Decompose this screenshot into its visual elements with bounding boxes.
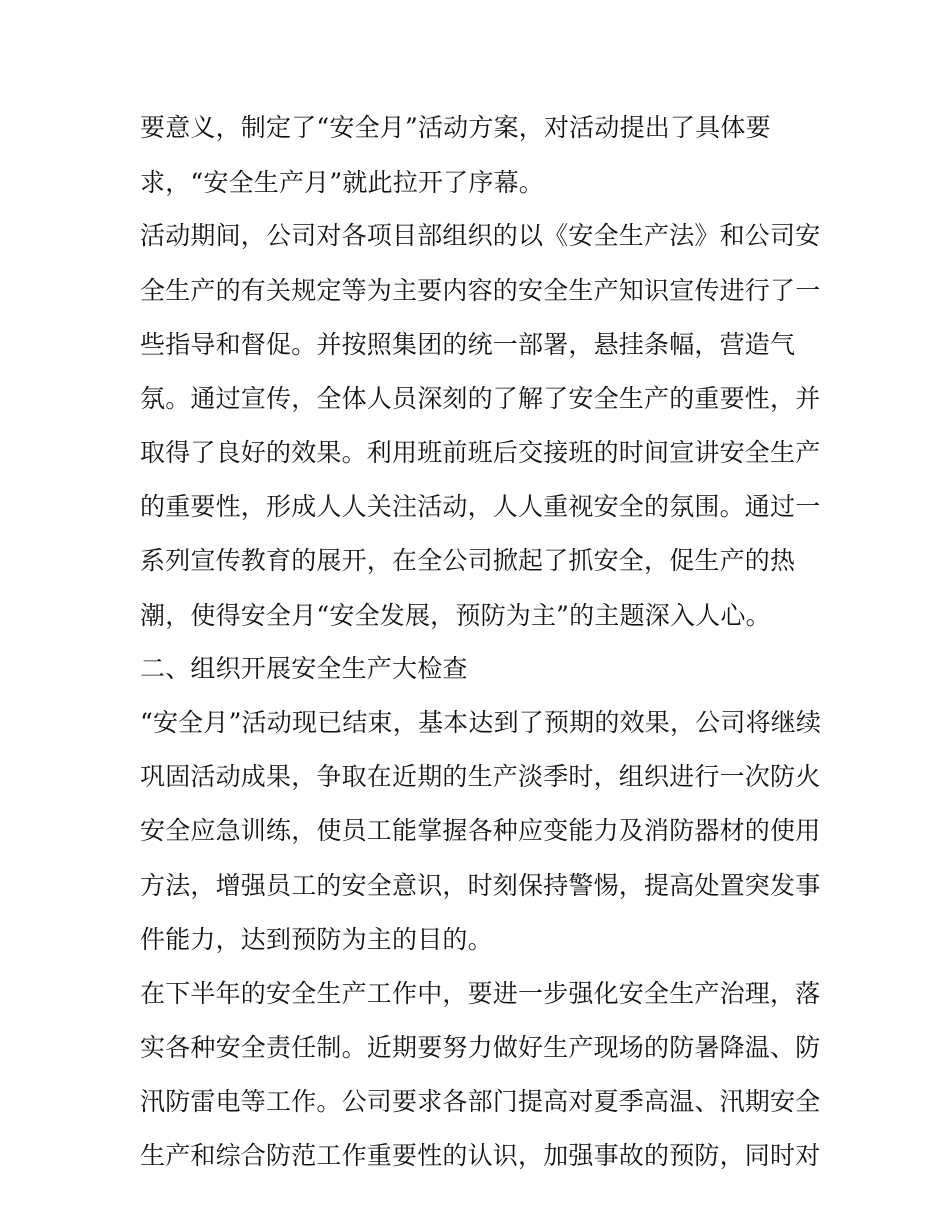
text-line: 件能力，达到预防为主的目的。	[140, 925, 493, 954]
text-line: 潮，使得安全月“安全发展，预防为主”的主题深入人心。	[140, 601, 771, 630]
text-line: 氛。通过宣传，全体人员深刻的了解了安全生产的重要性，并	[140, 384, 821, 413]
text-line: 系列宣传教育的展开，在全公司掀起了抓安全，促生产的热	[140, 546, 796, 575]
text-line: 安全应急训练，使员工能掌握各种应变能力及消防器材的使用	[140, 816, 821, 845]
text-line: 取得了良好的效果。利用班前班后交接班的时间宣讲安全生产	[140, 438, 821, 467]
text-line: 活动期间，公司对各项目部组织的以《安全生产法》和公司安	[140, 221, 821, 250]
text-line: 全生产的有关规定等为主要内容的安全生产知识宣传进行了一	[140, 276, 821, 305]
text-line: “安全月”活动现已结束，基本达到了预期的效果，公司将继续	[140, 708, 822, 737]
text-line: 汛防雷电等工作。公司要求各部门提高对夏季高温、汛期安全	[140, 1087, 821, 1116]
text-line: 实各种安全责任制。近期要努力做好生产现场的防暑降温、防	[140, 1033, 821, 1062]
text-line: 要意义，制定了“安全月”活动方案，对活动提出了具体要	[140, 113, 771, 142]
text-line: 方法，增强员工的安全意识，时刻保持警惕，提高处置突发事	[140, 871, 821, 900]
text-line: 巩固活动成果，争取在近期的生产淡季时，组织进行一次防火	[140, 762, 821, 791]
text-line: 些指导和督促。并按照集团的统一部署，悬挂条幅，营造气	[140, 330, 796, 359]
text-line: 的重要性，形成人人关注活动，人人重视安全的氛围。通过一	[140, 492, 821, 521]
text-line: 求，“安全生产月”就此拉开了序幕。	[140, 168, 544, 197]
section-heading: 二、组织开展安全生产大检查	[140, 654, 468, 683]
text-line: 在下半年的安全生产工作中，要进一步强化安全生产治理，落	[140, 979, 821, 1008]
text-line: 生产和综合防范工作重要性的认识，加强事故的预防，同时对	[140, 1141, 821, 1170]
